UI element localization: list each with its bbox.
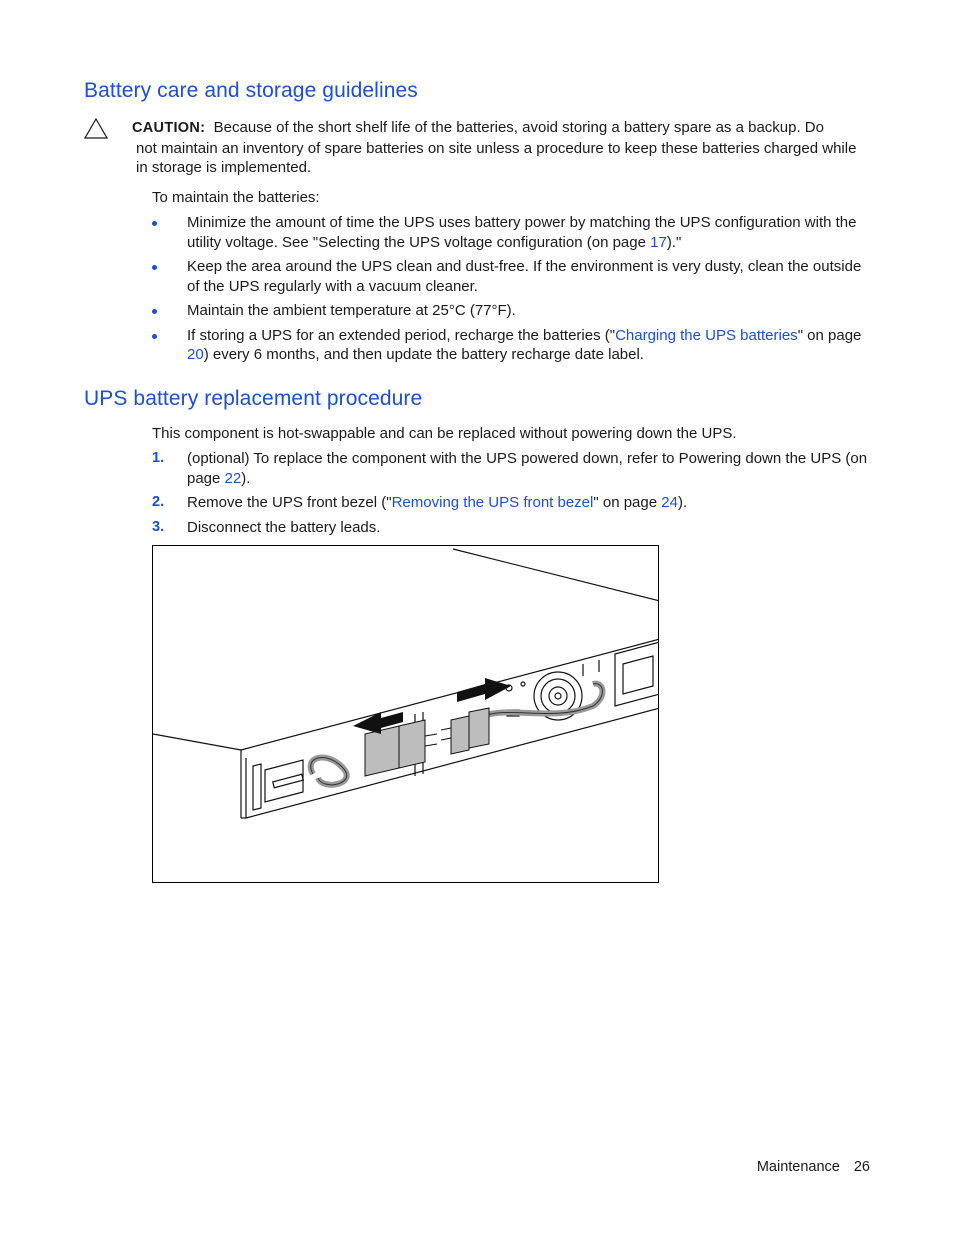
page-link[interactable]: 24 (661, 494, 678, 511)
procedure-steps (152, 449, 872, 542)
caution-text-3: in storage is implemented. (136, 159, 312, 176)
maintain-intro: To maintain the batteries: (152, 189, 320, 206)
page-link[interactable]: 20 (187, 346, 204, 363)
bullet-icon (152, 221, 157, 226)
page-link[interactable]: 22 (224, 469, 242, 487)
caution-text-1: Because of the short shelf life of the batteries, avoid storing a battery spare as a backup. Do (213, 119, 824, 136)
item-text: If storing a UPS for an extended period, recharge the batteries (" (187, 326, 616, 344)
step-number: 1. (152, 450, 165, 466)
item-text: Keep the area around the UPS clean and dust-free. If the environment is very dusty, clean the outside of the UPS regularly with a vacuum cleaner. (187, 258, 862, 295)
item-text: ) every 6 months, and then update the battery recharge date label. (203, 346, 644, 363)
footer-section: Maintenance (756, 1159, 840, 1175)
step-item (152, 493, 872, 513)
item-text: " on page (797, 326, 862, 344)
maintenance-bullet-list (152, 213, 872, 370)
bullet-icon (152, 334, 157, 339)
replacement-intro: This component is hot-swappable and can be replaced without powering down the UPS. (152, 425, 737, 442)
page-footer (757, 1159, 870, 1175)
list-item (152, 301, 872, 321)
charging-link[interactable]: Charging the UPS batteries (615, 326, 798, 344)
step-number: 3. (152, 518, 165, 535)
step-text: (optional) To replace the component with the UPS powered down, refer to Powering down the UPS (on page (187, 450, 868, 487)
step-number: 2. (152, 494, 165, 510)
item-text: )." (666, 233, 682, 251)
section-heading-replacement: UPS battery replacement procedure (84, 387, 423, 410)
page-number: 26 (853, 1159, 870, 1175)
section-heading-battery-care: Battery care and storage guidelines (84, 79, 418, 102)
step-text: Disconnect the battery leads. (187, 518, 381, 536)
caution-text-2: not maintain an inventory of spare batteries on site unless a procedure to keep these batteries charged while (136, 139, 857, 157)
bullet-icon (152, 265, 157, 270)
item-text: Maintain the ambient temperature at 25°C (77°F). (187, 302, 516, 319)
page-link[interactable]: 17 (650, 233, 667, 251)
step-text: ). (677, 494, 688, 511)
ups-battery-leads-figure (152, 545, 659, 883)
step-text: " on page (593, 494, 662, 511)
step-text: ). (241, 469, 251, 487)
bezel-link[interactable]: Removing the UPS front bezel (391, 494, 594, 511)
list-item (152, 213, 872, 252)
caution-note (84, 118, 874, 178)
item-text: Minimize the amount of time the UPS uses battery power by matching the UPS configuration with the utility voltage. See "Selecting the UPS voltage configuration (on page (187, 214, 857, 251)
step-item (152, 449, 872, 488)
step-item (152, 518, 872, 538)
ups-illustration (153, 546, 659, 883)
list-item (152, 257, 872, 296)
bullet-icon (152, 309, 157, 314)
step-text: Remove the UPS front bezel (" (187, 494, 392, 511)
caution-icon (84, 118, 108, 140)
caution-label: CAUTION: (132, 120, 206, 136)
list-item (152, 326, 872, 365)
